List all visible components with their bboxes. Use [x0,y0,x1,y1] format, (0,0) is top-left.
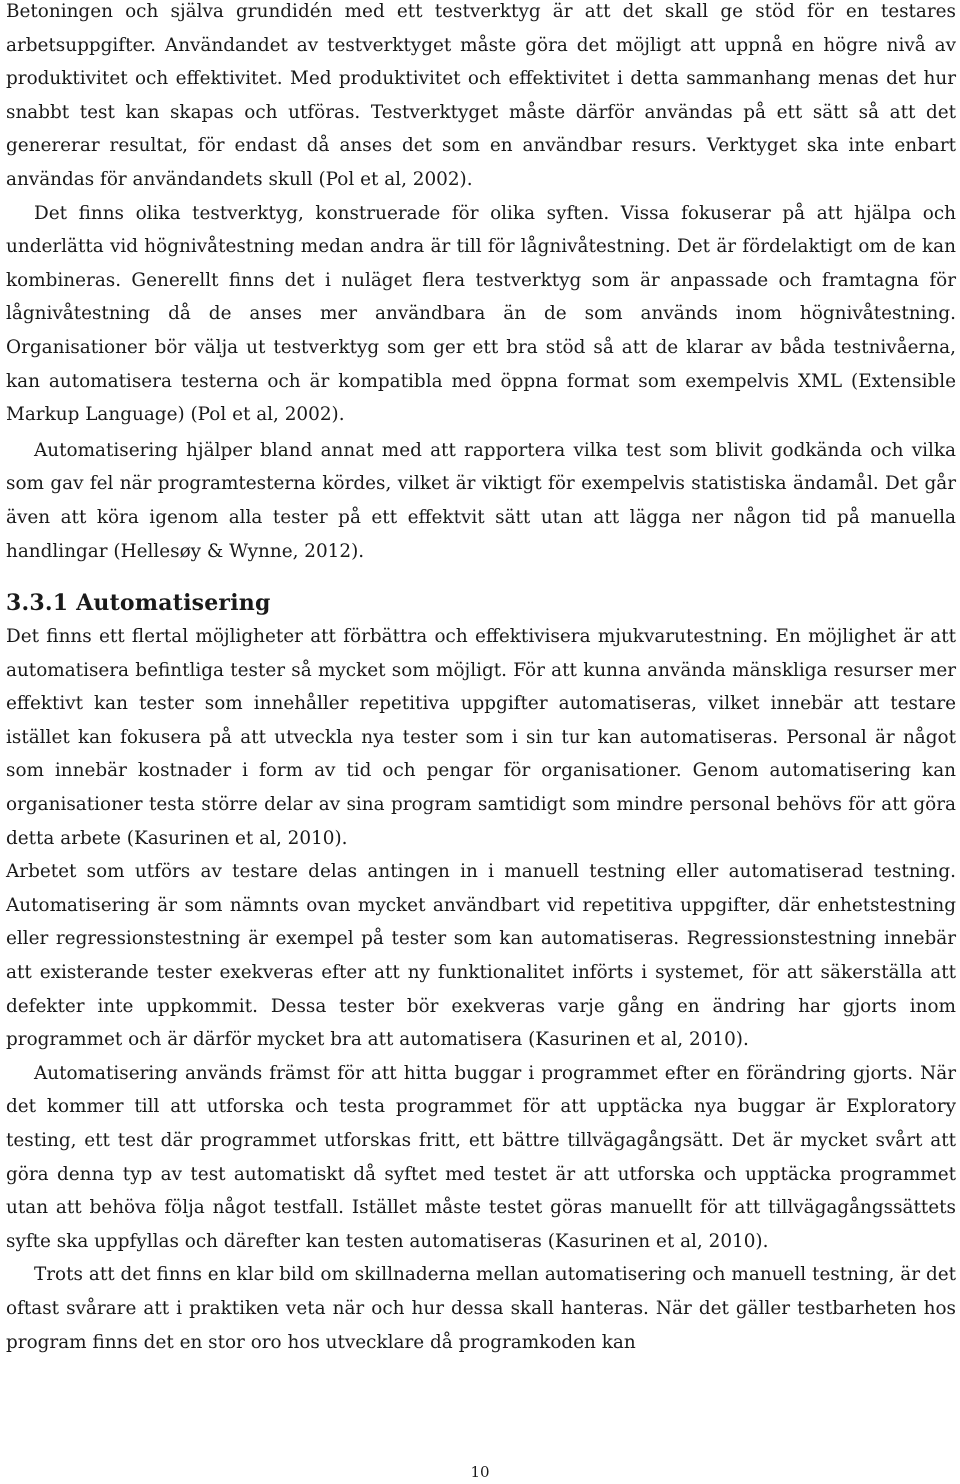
paragraph-testverktyg-types: Det finns olika testverktyg, konstruerade för olika syften. Vissa fokuserar på att hjälpa och underlätta vid högnivåtestning medan andra är till för lågnivåtestning. Det är fördelaktigt om de kan kombineras. Generellt finns det i nuläget flera testverktyg som är anpassade och framtagna för lågnivåtestning då de anses mer användbara än de som används inom högnivåtestning. Organisationer bör välja ut testverktyg som ger ett bra stöd så att de klarar av båda testnivåerna, kan automatisera testerna och är kompatibla med öppna format som exempelvis XML (Extensible Markup Language) (Pol et al, 2002). [6,202,956,426]
section-heading: 3.3.1 Automatisering [6,590,271,617]
paragraph-automatisering-reporting: Automatisering hjälper bland annat med att rapportera vilka test som blivit godkända och vilka som gav fel när programtesterna kördes, vilket är viktigt för exempelvis statistiska ändamål. Det går även att köra igenom alla tester på ett effektvit sätt utan att lägga ner någon tid på manuella handlingar (Hellesøy & Wynne, 2012). [6,439,956,562]
page-number: 10 [470,1463,490,1481]
document-page [6,0,956,1359]
paragraph-manual-vs-automated: Arbetet som utförs av testare delas antingen in i manuell testning eller automatiserad testning. Automatisering är som nämnts ovan mycket användbart vid repetitiva uppgifter, där enhetstestning eller regressionstestning är exempel på tester som kan automatiseras. Regressionstestning innebär att existerande tester exekveras efter att ny funktionalitet införts i systemet, för att säkerställa att defekter inte uppkommit. Dessa tester bör exekveras varje gång en ändring har gjorts inom programmet och är därför mycket bra att automatisera (Kasurinen et al, 2010). [6,861,956,1051]
paragraph-testability: Trots att det finns en klar bild om skillnaderna mellan automatisering och manuell testning, är det oftast svårare att i praktiken veta när och hur dessa skall hanteras. När det gäller testbarheten hos program finns det en stor oro hos utvecklare då programkoden kan [6,1264,956,1353]
paragraph-automatisering-possibilities: Det finns ett flertal möjligheter att förbättra och effektivisera mjukvarutestning. En möjlighet är att automatisera befintliga tester så mycket som möjligt. För att kunna använda mänskliga resurser mer effektivt kan tester som innehåller repetitiva uppgifter automatiseras, vilket innebär att testare istället kan fokusera på att utveckla nya tester som i sin tur kan automatiseras. Personal är något som innebär kostnader i form av tid och pengar för organisationer. Genom automatisering kan organisationer testa större delar av sina program samtidigt som mindre personal behövs för att göra detta arbete (Kasurinen et al, 2010). [6,626,956,849]
paragraph-testverktyg-intro: Betoningen och själva grundidén med ett testverktyg är att det skall ge stöd för en testares arbetsuppgifter. Användandet av testverktyget måste göra det möjligt att uppnå en högre nivå av produktivitet och effektivitet. Med produktivitet och effektivitet i detta sammanhang menas det hur snabbt test kan skapas och utföras. Testverktyget måste därför användas på ett sätt så att det genererar resultat, för endast då anses det som en användbar resurs. Verktyget ska inte enbart användas för användandets skull (Pol et al, 2002). [6,1,956,190]
paragraph-exploratory-testing: Automatisering används främst för att hitta buggar i programmet efter en förändring gjorts. När det kommer till att utforska och testa programmet för att upptäcka nya buggar är Exploratory testing, ett test där programmet utforskas fritt, ett bättre tillvägagångsätt. Det är mycket svårt att göra denna typ av test automatiskt då syftet med testet är att utforska och upptäcka programmet utan att behöva följa något testfall. Istället måste testet göras manuellt för att tillvägagångssättets syfte ska uppfyllas och därefter kan testen automatiseras (Kasurinen et al, 2010). [6,1062,956,1252]
